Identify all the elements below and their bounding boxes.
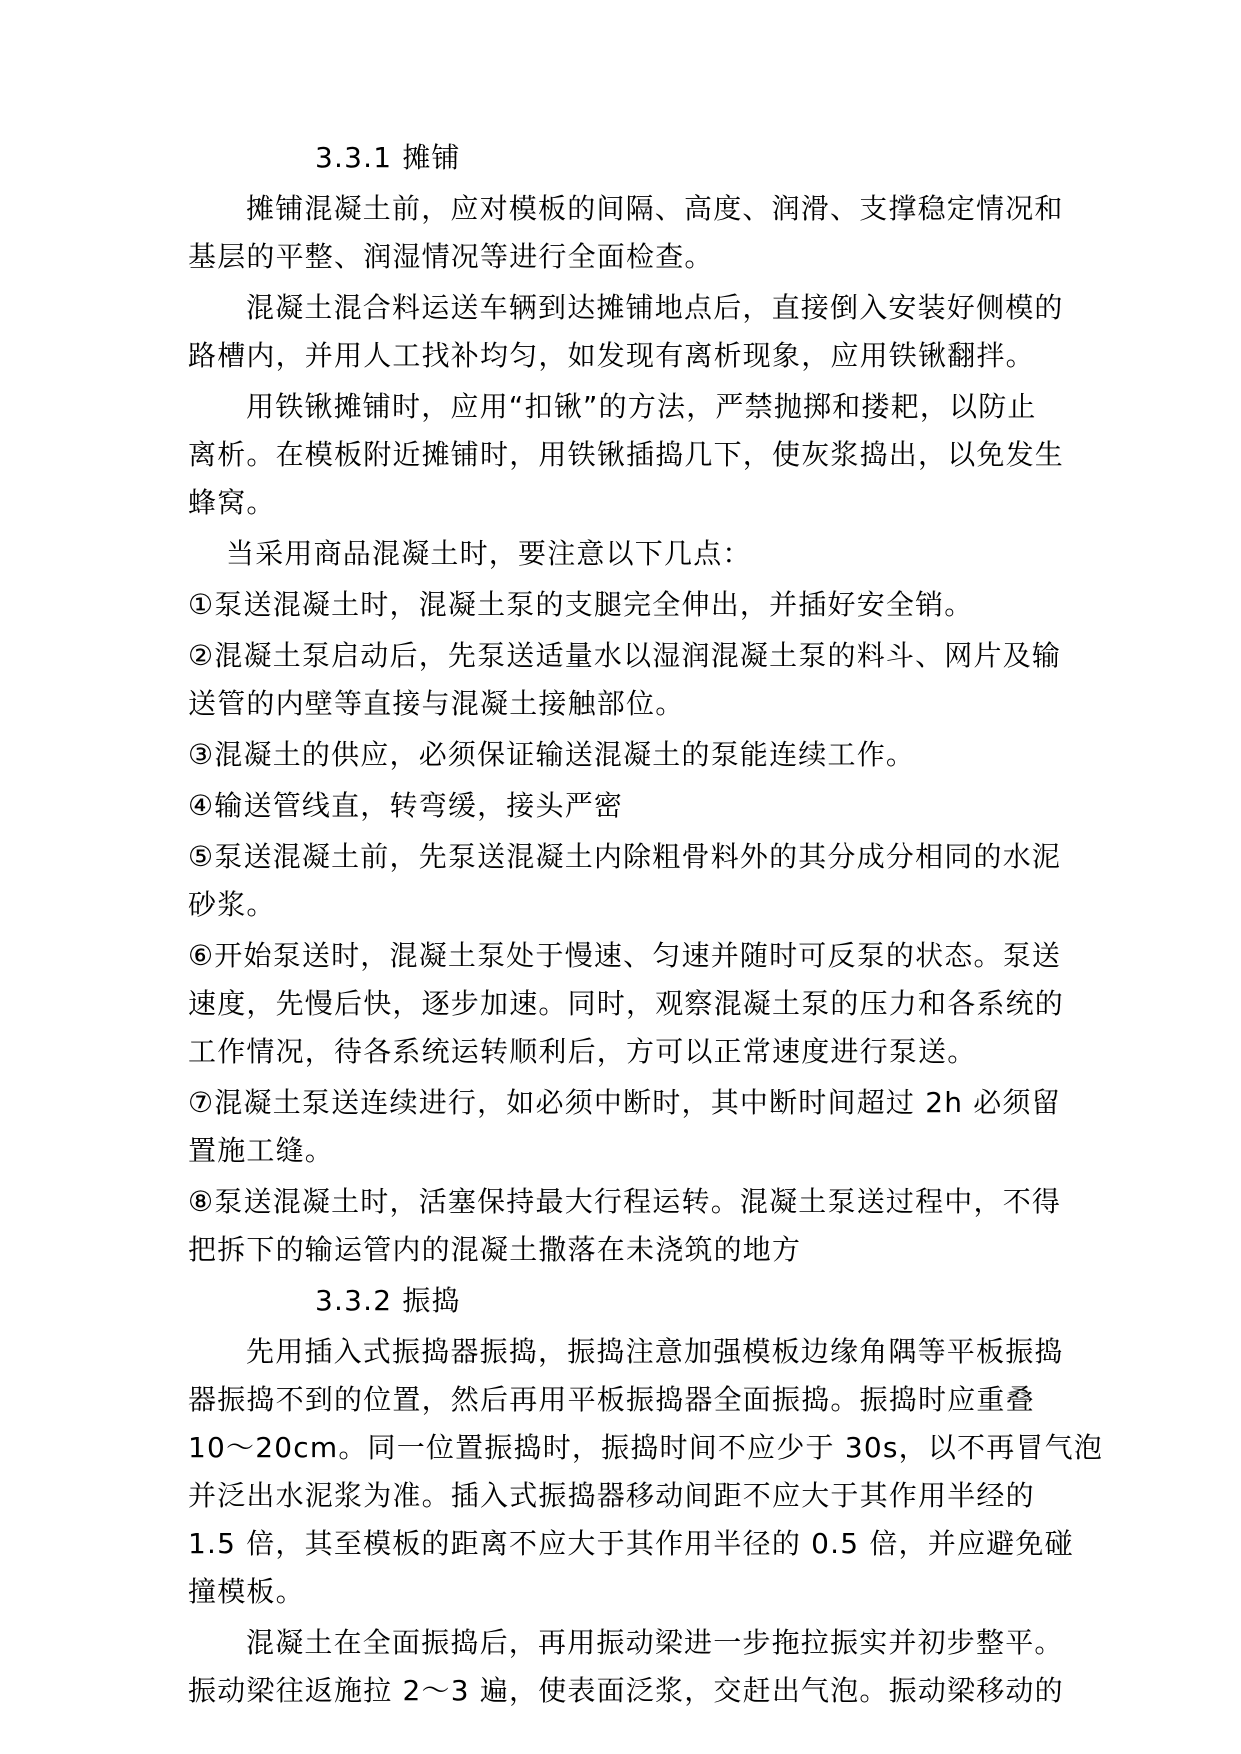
list-item-line: 工作情况，待各系统运转顺利后，方可以正常速度进行泵送。: [188, 1035, 977, 1068]
paragraph-line: 蜂窝。: [188, 486, 276, 519]
commercial-concrete-intro: 当采用商品混凝土时，要注意以下几点：: [226, 537, 752, 570]
paragraph-vibrating-beam: [188, 1619, 1064, 1715]
paragraph-line: 混凝土在全面振捣后，再用振动梁进一步拖拉振实并初步整平。: [246, 1626, 1064, 1659]
paragraph-line: 摊铺混凝土前，应对模板的间隔、高度、润滑、支撑稳定情况和: [246, 192, 1064, 225]
section-heading-3-3-1: 3.3.1 摊铺: [315, 141, 461, 174]
paragraph-inspection: [188, 185, 1064, 281]
list-item-8: [188, 1178, 1062, 1274]
paragraph-line: 基层的平整、润湿情况等进行全面检查。: [188, 240, 714, 273]
list-item-line: 速度，先慢后快，逐步加速。同时，观察混凝土泵的压力和各系统的: [188, 987, 1065, 1020]
list-item-line: 置施工缝。: [188, 1134, 335, 1167]
paragraph-shovel-spreading: [188, 383, 1065, 527]
paragraph-line: 离析。在模板附近摊铺时，用铁锹插捣几下，使灰浆捣出，以免发生: [188, 438, 1065, 471]
list-item-1: ①泵送混凝土时，混凝土泵的支腿完全伸出，并插好安全销。: [188, 588, 974, 621]
numbered-list: [188, 581, 1065, 1274]
paragraph-line: 10～20cm。同一位置振捣时，振捣时间不应少于 30s，以不再冒气泡: [188, 1431, 1104, 1464]
list-item-line: ⑥开始泵送时，混凝土泵处于慢速、匀速并随时可反泵的状态。泵送: [188, 939, 1062, 972]
paragraph-line: 1.5 倍，其至模板的距离不应大于其作用半径的 0.5 倍，并应避免碰: [188, 1527, 1074, 1560]
list-item-line: ⑦混凝土泵送连续进行，如必须中断时，其中断时间超过 2h 必须留: [188, 1086, 1061, 1119]
paragraph-line: 撞模板。: [188, 1575, 305, 1608]
list-item-7: [188, 1079, 1061, 1175]
list-item-line: ⑧泵送混凝土时，活塞保持最大行程运转。混凝土泵送过程中，不得: [188, 1185, 1062, 1218]
section-heading-3-3-2: 3.3.2 振捣: [315, 1284, 461, 1317]
paragraph-line: 器振捣不到的位置，然后再用平板振捣器全面振捣。振捣时应重叠: [188, 1383, 1035, 1416]
list-item-line: 把拆下的输运管内的混凝土撒落在未浇筑的地方: [188, 1233, 802, 1266]
paragraph-line: 用铁锹摊铺时，应用“扣锹”的方法，严禁抛掷和搂耙，以防止: [246, 390, 1037, 423]
list-item-line: ⑤泵送混凝土前，先泵送混凝土内除粗骨料外的其分成分相同的水泥: [188, 840, 1062, 873]
list-item-5: [188, 833, 1062, 929]
paragraph-line: 并泛出水泥浆为准。插入式振捣器移动间距不应大于其作用半经的: [188, 1479, 1035, 1512]
paragraph-line: 振动梁往返施拉 2～3 遍，使表面泛浆，交赶出气泡。振动梁移动的: [188, 1674, 1064, 1707]
list-item-2: [188, 632, 1062, 728]
paragraph-line: 先用插入式振捣器振捣，振捣注意加强模板边缘角隅等平板振捣: [246, 1335, 1064, 1368]
document-body: [188, 134, 1104, 1715]
paragraph-vibration: [188, 1328, 1104, 1616]
list-item-line: 砂浆。: [188, 888, 276, 921]
list-item-6: [188, 932, 1065, 1076]
paragraph-line: 混凝土混合料运送车辆到达摊铺地点后，直接倒入安装好侧模的: [246, 291, 1064, 324]
list-item-3: ③混凝土的供应，必须保证输送混凝土的泵能连续工作。: [188, 738, 916, 771]
paragraph-delivery: [188, 284, 1064, 380]
list-item-4: ④输送管线直，转弯缓，接头严密: [188, 789, 624, 822]
list-item-line: ②混凝土泵启动后，先泵送适量水以湿润混凝土泵的料斗、网片及输: [188, 639, 1062, 672]
list-item-line: 送管的内壁等直接与混凝土接触部位。: [188, 687, 685, 720]
paragraph-line: 路槽内，并用人工找补均匀，如发现有离析现象，应用铁锹翻拌。: [188, 339, 1035, 372]
